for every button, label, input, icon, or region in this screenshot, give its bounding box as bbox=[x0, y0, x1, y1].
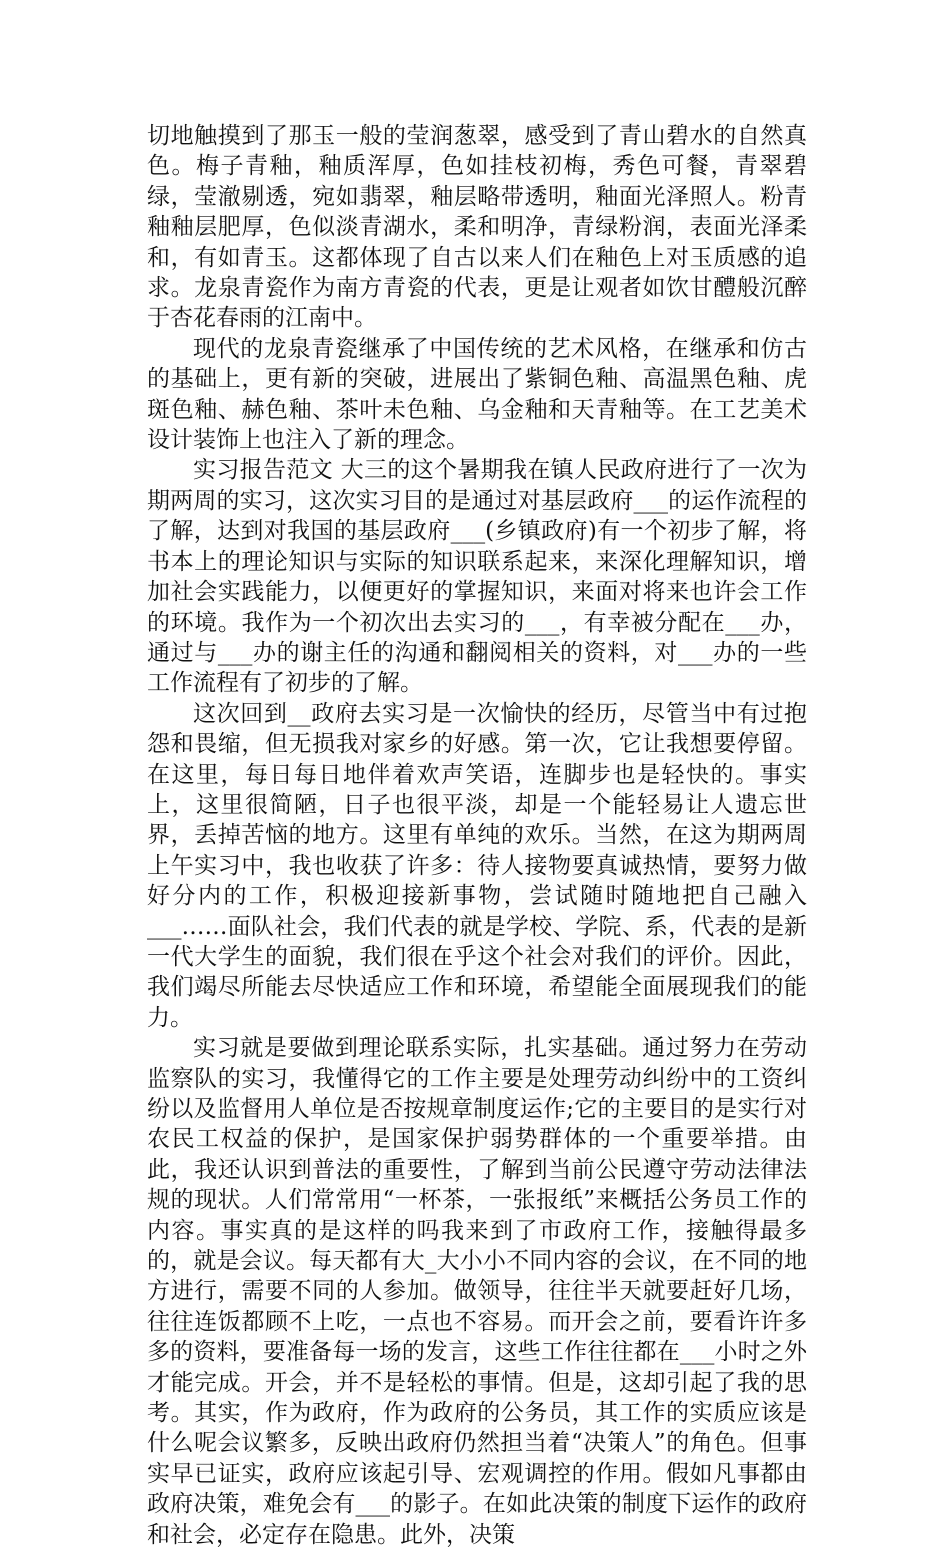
paragraph: 实习报告范文 大三的这个暑期我在镇人民政府进行了一次为期两周的实习，这次实习目的是通过对基层政府___的运作流程的了解，达到对我国的基层政府___(乡镇政府)有一个初步了解，将书本上的理论知识与实际的知识联系起来，来深化理解知识，增加社会实践能力，以便更好的掌握知识，来面对将来也许会工作的环境。我作为一个初次出去实习的___，有幸被分配在___办，通过与___办的谢主任的沟通和翻阅相关的资料，对___办的一些工作流程有了初步的了解。 bbox=[147, 457, 807, 697]
paragraph: 这次回到__政府去实习是一次愉快的经历，尽管当中有过抱怨和畏缩，但无损我对家乡的好感。第一次，它让我想要停留。在这里，每日每日地伴着欢声笑语，连脚步也是轻快的。事实上，这里很简陋，日子也很平淡，却是一个能轻易让人遗忘世界，丢掉苦恼的地方。这里有单纯的欢乐。当然，在这为期两周上午实习中，我也收获了许多：待人接物要真诚热情，要努力做好分内的工作，积极迎接新事物，尝试随时随地把自己融入___……面队社会，我们代表的就是学校、学院、系，代表的是新一代大学生的面貌，我们很在乎这个社会对我们的评价。因此，我们竭尽所能去尽快适应工作和环境，希望能全面展现我们的能力。 bbox=[147, 700, 807, 1031]
paragraph: 切地触摸到了那玉一般的莹润葱翠，感受到了青山碧水的自然真色。梅子青釉，釉质浑厚，色如挂枝初梅，秀色可餐，青翠碧绿，莹澈剔透，宛如翡翠，釉层略带透明，釉面光泽照人。粉青釉釉层肥厚，色似淡青湖水，柔和明净，青绿粉润，表面光泽柔和，有如青玉。这都体现了自古以来人们在釉色上对玉质感的追求。龙泉青瓷作为南方青瓷的代表，更是让观者如饮甘醴般沉醉于杏花春雨的江南中。 bbox=[147, 123, 807, 332]
paragraph: 实习就是要做到理论联系实际，扎实基础。通过努力在劳动监察队的实习，我懂得它的工作主要是处理劳动纠纷中的工资纠纷以及监督用人单位是否按规章制度运作;它的主要目的是实行对农民工权益的保护，是国家保护弱势群体的一个重要举措。由此，我还认识到普法的重要性，了解到当前公民遵守劳动法律法规的现状。人们常常用“一杯茶，一张报纸”来概括公务员工作的内容。事实真的是这样的吗我来到了市政府工作，接触得最多的，就是会议。每天都有大_大小小不同内容的会议，在不同的地方进行，需要不同的人参加。做领导，往往半天就要赶好几场，往往连饭都顾不上吃，一点也不容易。而开会之前，要看许许多多的资料，要准备每一场的发言，这些工作往往都在___小时之外才能完成。开会，并不是轻松的事情。但是，这却引起了我的思考。其实，作为政府，作为政府的公务员，其工作的实质应该是什么呢会议繁多，反映出政府仍然担当着“决策人”的角色。但事实早已证实，政府应该起引导、宏观调控的作用。假如凡事都由政府决策，难免会有___的影子。在如此决策的制度下运作的政府和社会，必定存在隐患。此外，决策 bbox=[147, 1035, 807, 1548]
document-body bbox=[147, 121, 807, 1550]
paragraph: 现代的龙泉青瓷继承了中国传统的艺术风格，在继承和仿古的基础上，更有新的突破，进展出了紫铜色釉、高温黑色釉、虎斑色釉、赫色釉、茶叶未色釉、乌金釉和天青釉等。在工艺美术设计装饰上也注入了新的理念。 bbox=[147, 335, 807, 454]
